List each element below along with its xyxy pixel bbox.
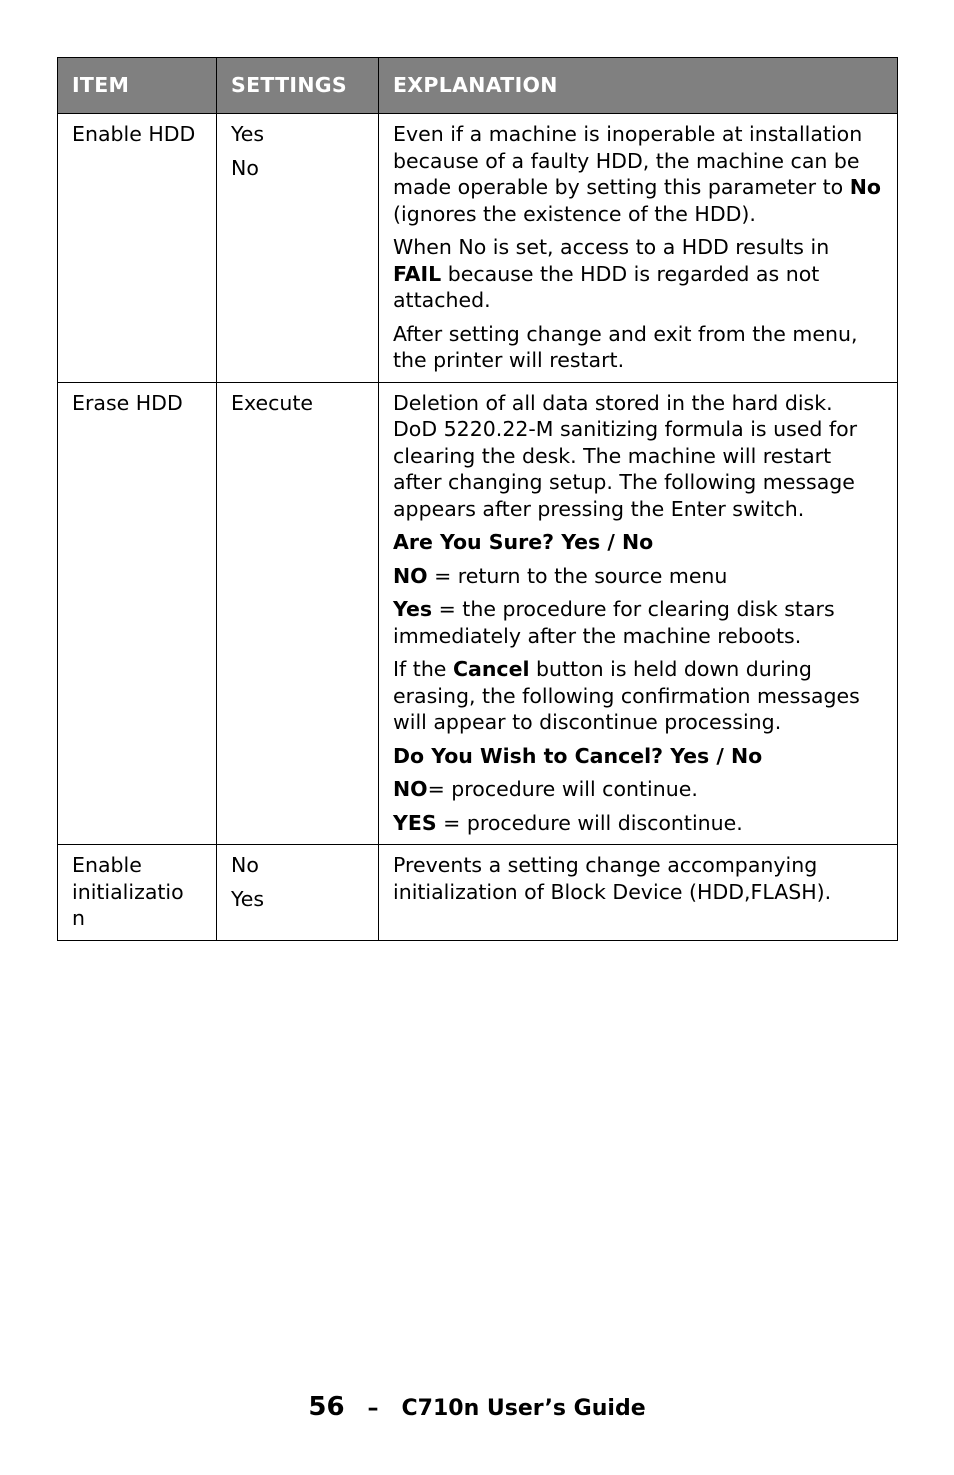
item-line: initializatio [72,879,184,904]
header-explanation: EXPLANATION [379,58,898,114]
bold-text: FAIL [393,261,442,286]
explanation-cell [379,845,898,941]
text-segment: Prevents a setting change accompanying initialization of Block Device (HDD,FLASH). [393,853,832,904]
explanation-paragraph [393,810,883,837]
bold-text: NO [393,777,428,801]
text-segment: When No is set, access to a HDD results in [393,235,830,259]
item-label: Erase HDD [72,390,183,415]
text-segment: After setting change and exit from the menu, the printer will restart. [393,321,858,372]
explanation-paragraph [393,743,883,770]
explanation-paragraph [393,656,883,736]
item-line: n [72,906,85,930]
bold-text: NO [393,563,428,588]
page-number: 56 [308,1392,345,1422]
setting-option: No [231,853,259,877]
text-segment: (ignores the existence of the HDD). [393,201,756,226]
text-segment: Deletion of all data stored in the hard disk. DoD 5220.22-M sanitizing formula is used for clearing the desk. The machine will restart after changing setup. The following message appears after pressing the Enter switch. [393,390,858,521]
setting-option: No [231,155,259,180]
explanation-paragraph [393,776,883,803]
explanation-paragraph [393,563,883,590]
item-label: Enable HDD [72,122,196,146]
text-segment: If the [393,657,453,681]
setting-option: Yes [231,886,265,911]
explanation-paragraph [393,234,883,314]
explanation-paragraph [393,529,883,556]
bold-text: Are You Sure? Yes / No [393,530,654,554]
setting-option: Yes [231,122,265,146]
explanation-paragraph [393,321,883,374]
footer-separator: – [367,1396,379,1421]
explanation-paragraph [393,596,883,649]
explanation-paragraph [393,852,883,905]
text-segment: = procedure will discontinue. [436,810,743,835]
settings-cell [217,114,379,383]
settings-cell [217,382,379,845]
text-segment: = return to the source menu [427,563,728,588]
text-segment: Even if a machine is inoperable at installation because of a faulty HDD, the machine can be made operable by setting this parameter to [393,122,863,199]
table-row [58,114,898,383]
table-header-row [58,58,898,114]
setting-option: Execute [231,390,313,415]
page-footer [0,1392,954,1422]
bold-text: Do You Wish to Cancel? Yes / No [393,743,763,768]
bold-text: Cancel [452,657,530,681]
explanation-paragraph [393,121,883,227]
text-segment: = procedure will continue. [427,777,698,801]
item-cell [58,114,217,383]
explanation-cell [379,114,898,383]
text-segment: button is held down during erasing, the following confirmation messages will appear to discontinue processing. [393,657,860,734]
table-row [58,845,898,941]
bold-text: Yes [393,597,433,621]
header-item: ITEM [58,58,217,114]
text-segment: = the procedure for clearing disk stars immediately after the machine reboots. [393,597,835,648]
item-cell [58,382,217,845]
explanation-cell [379,382,898,845]
item-line: Enable [72,853,142,877]
explanation-paragraph [393,390,883,523]
table-row [58,382,898,845]
bold-text: No [849,175,881,199]
bold-text: YES [393,810,437,835]
settings-cell [217,845,379,941]
settings-table [57,57,898,941]
guide-title: C710n User’s Guide [401,1396,646,1421]
item-cell [58,845,217,941]
header-settings: SETTINGS [217,58,379,114]
text-segment: because the HDD is regarded as not attached. [393,261,820,312]
